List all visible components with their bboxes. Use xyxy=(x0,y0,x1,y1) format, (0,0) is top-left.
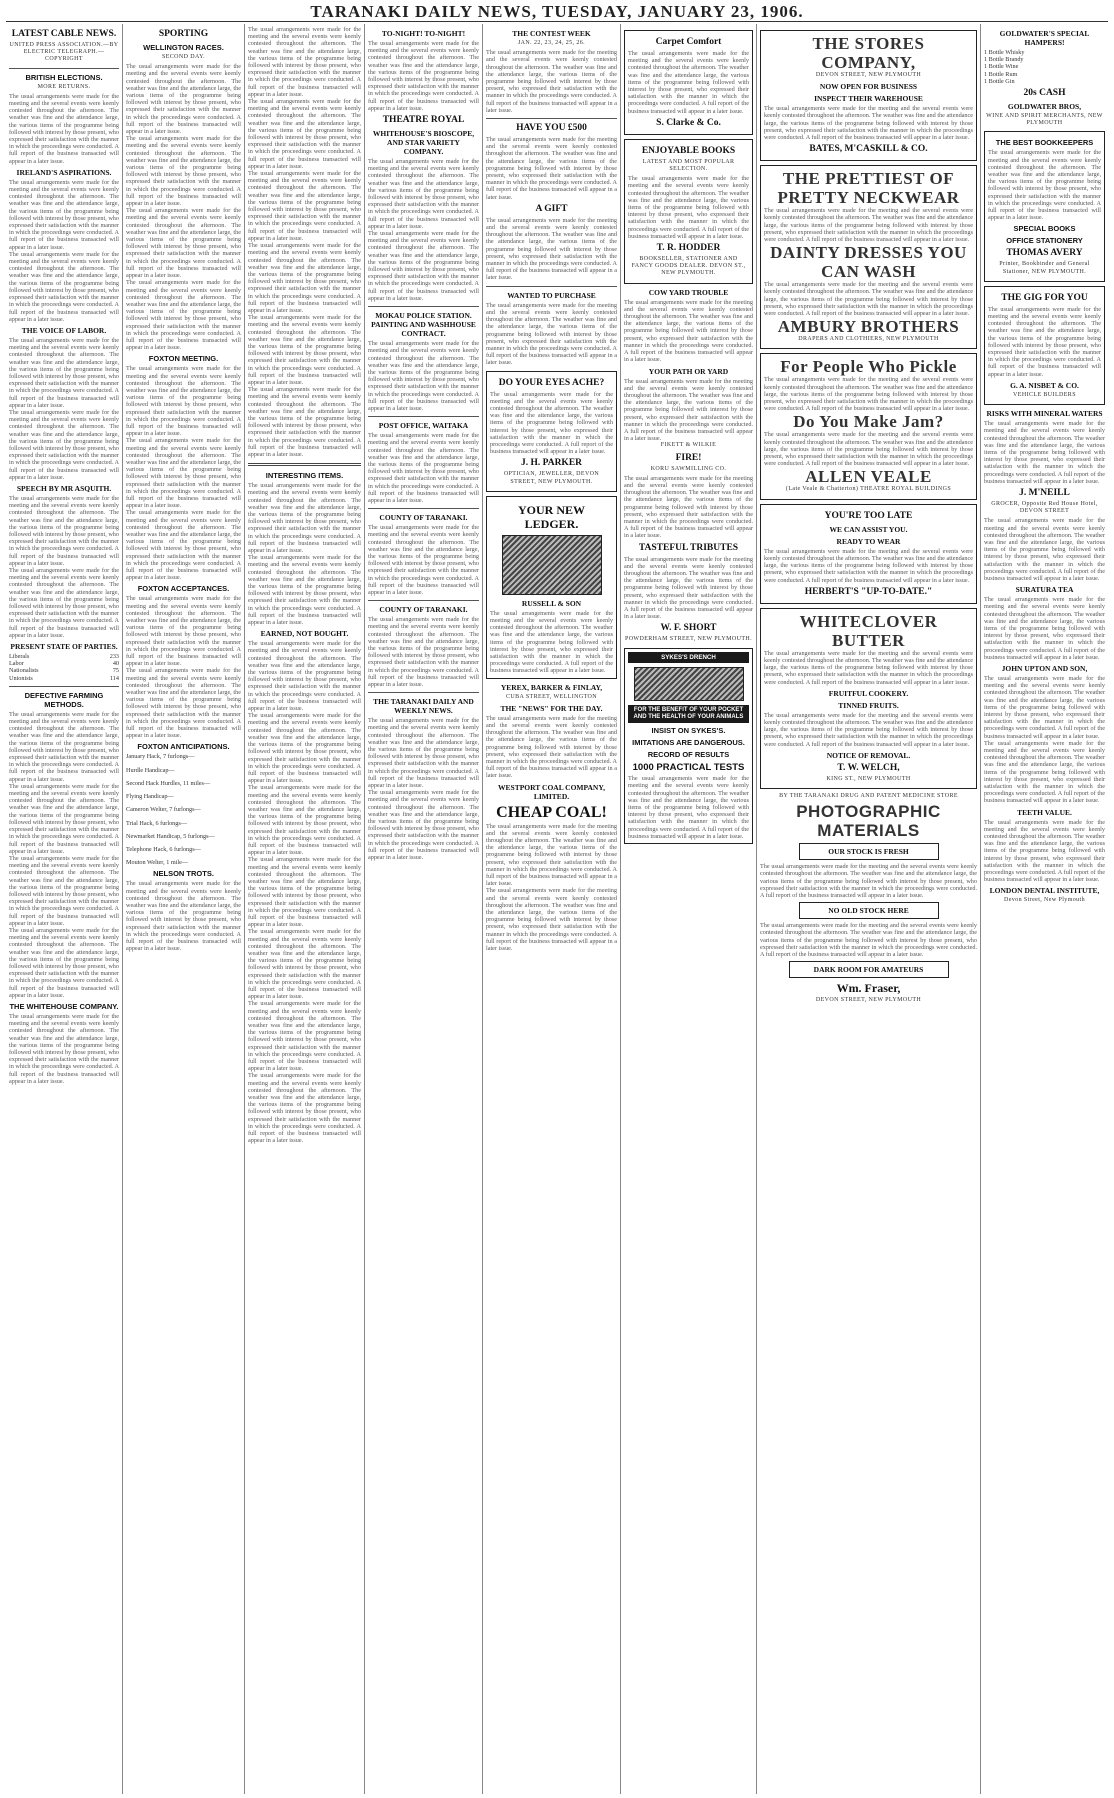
sykes-benefit: FOR THE BENEFIT OF YOUR POCKET AND THE HEALTH OF YOUR ANIMALS xyxy=(628,705,749,723)
heading-foxton-anticipations: FOXTON ANTICIPATIONS. xyxy=(137,742,230,752)
article-text: The usual arrangements were made for the meeting and the several events were keenly contested throughout the afternoon. The weather was fine and the attendance large, the various items of the programme being followed with interest by those present, who expressed their satisfaction with the manner in which the proceedings were conducted. A full report of the business transacted will appear in a later issue. xyxy=(126,279,241,352)
article-text: The usual arrangements were made for the meeting and the several events were keenly contested throughout the afternoon. The weather was fine and the attendance large, the various items of the programme being followed with interest by those present, who expressed their satisfaction with the manner in which the proceedings were conducted. A full report of the business transacted will appear in a later issue. xyxy=(486,49,617,114)
party-row: Unionists 114 xyxy=(9,674,119,682)
heading-asquith: SPEECH BY MR ASQUITH. xyxy=(16,483,112,493)
article-text: The usual arrangements were made for the meeting and the several events were keenly contested throughout the afternoon. The weather was fine and the attendance large, the various items of the programme being followed with interest by those present, who expressed their satisfaction with the manner in which the proceedings were conducted. A full report of the business transacted will appear in a later issue. xyxy=(248,98,361,170)
party-table xyxy=(9,653,119,682)
heading-we-can-assist: WE CAN ASSIST YOU. xyxy=(829,524,908,534)
article-text: The usual arrangements were made for the meeting and the several events were keenly contested throughout the afternoon. The weather was fine and the attendance large, the various items of the programme being followed with interest by those present, who expressed their satisfaction with the manner in which the proceedings were conducted. A full report of the business transacted will appear in a later issue. xyxy=(248,712,361,785)
fikett-wilkie: FIKETT & WILKIE xyxy=(660,442,717,449)
article-text: The usual arrangements were made for the meeting and the several events were keenly contested throughout the afternoon. The weather was fine and the attendance large, the various items of the programme being followed with interest by those present, who expressed their satisfaction with the manner in which the proceedings were conducted. A full report of the business transacted will appear in a later issue. xyxy=(764,431,973,468)
heading-now-open: NOW OPEN FOR BUSINESS xyxy=(819,82,918,92)
ad-ledger xyxy=(486,496,617,679)
ad-sykes xyxy=(624,648,753,844)
yerex-address: CUBA STREET, WELLINGTON xyxy=(505,693,598,700)
article-text: The usual arrangements were made for the meeting and the several events were keenly contested throughout the afternoon. The weather was fine and the attendance large, the various items of the programme being followed with interest by those present, who expressed their satisfaction with the manner in which the proceedings were conducted. A full report of the business transacted will appear in a later issue. xyxy=(984,674,1105,740)
list-item: 1 Bottle Brandy xyxy=(984,56,1024,64)
sykes-imitations: IMITATIONS ARE DANGEROUS. xyxy=(632,738,745,748)
list-item: Newmarket Handicap, 5 furlongs— xyxy=(126,832,215,840)
subheading-more-returns: MORE RETURNS. xyxy=(37,83,91,90)
heading-inspect: INSPECT THEIR WAREHOUSE xyxy=(814,94,923,104)
heading-wellington-races: WELLINGTON RACES. xyxy=(143,43,224,52)
heading-county-taranaki: COUNTY OF TARANAKI. xyxy=(379,513,468,523)
heading-notice-of-removal: NOTICE OF REMOVAL. xyxy=(826,750,911,760)
article-text: The usual arrangements were made for the meeting and the several events were keenly contested throughout the afternoon. The weather was fine and the attendance large, the various items of the programme being followed with interest by those present, who expressed their satisfaction with the manner in which the proceedings were conducted. A full report of the business transacted will appear in a later issue. xyxy=(486,136,617,201)
article-text: The usual arrangements were made for the meeting and the several events were keenly contested throughout the afternoon. The weather was fine and the attendance large, the various items of the programme being followed with interest by those present, who expressed their satisfaction with the manner in which the proceedings were conducted. A full report of the business transacted will appear in a later issue. xyxy=(486,216,617,282)
ledger-illustration xyxy=(502,535,602,595)
column-ads-2 xyxy=(620,24,756,1794)
ad-pickle xyxy=(760,353,977,499)
article-text: The usual arrangements were made for the meeting and the several events were keenly contested throughout the afternoon. The weather was fine and the attendance large, the various items of the programme being followed with interest by those present, who expressed their satisfaction with the manner in which the proceedings were conducted. A full report of the business transacted will appear in a later issue. xyxy=(628,175,749,240)
heading-british-elections: BRITISH ELECTIONS. xyxy=(25,72,103,82)
article-text: The usual arrangements were made for the meeting and the several events were keenly contested throughout the afternoon. The weather was fine and the attendance large, the various items of the programme being followed with interest by those present, who expressed their satisfaction with the manner in which the proceedings were conducted. A full report of the business transacted will appear in a later issue. xyxy=(9,854,119,927)
veale-sub: (Late Veale & Chatterton) THEATRE ROYAL BUILDINGS xyxy=(785,486,952,493)
divider xyxy=(9,686,119,687)
list-item: 1 Bottle Whisky xyxy=(984,49,1025,56)
article-text: The usual arrangements were made for the meeting and the several events were keenly contested throughout the afternoon. The weather was fine and the attendance large, the various items of the programme being followed with interest by those present, who expressed their satisfaction with the manner in which the proceedings were conducted. A full report of the business transacted will appear in a later issue. xyxy=(9,567,119,639)
heading-daily-weekly-news: THE TARANAKI DAILY AND WEEKLY NEWS. xyxy=(373,697,474,716)
heading-voice-of-labor: THE VOICE OF LABOR. xyxy=(21,325,107,335)
article-text: The usual arrangements were made for the meeting and the several events were keenly contested throughout the afternoon. The weather was fine and the attendance large, the various items of the programme being followed with interest by those present, who expressed their satisfaction with the manner in which the proceedings were conducted. A full report of the business transacted will appear in a later issue. xyxy=(9,1012,119,1085)
heading-suratura-tea: SURATURA TEA xyxy=(1015,585,1074,595)
short-address: POWDERHAM STREET, NEW PLYMOUTH. xyxy=(624,636,753,643)
article-text: The usual arrangements were made for the meeting and the several events were keenly contested throughout the afternoon. The weather was fine and the attendance large, the various items of the programme being followed with interest by those present, who expressed their satisfaction with the manner in which the proceedings were conducted. A full report of the business transacted will appear in a later issue. xyxy=(126,135,241,208)
article-text: The usual arrangements were made for the meeting and the several events were keenly contested throughout the afternoon. The weather was fine and the attendance large, the various items of the programme being followed with interest by those present, who expressed their satisfaction with the manner in which the proceedings were conducted. A full report of the business transacted will appear in a later issue. xyxy=(9,92,119,165)
heading-bioscope: WHITEHOUSE'S BIOSCOPE, AND STAR VARIETY COMPANY. xyxy=(372,129,475,157)
columns xyxy=(6,24,1108,1794)
heading-nelson-trots: NELSON TROTS. xyxy=(153,869,214,879)
article-text: The usual arrangements were made for the meeting and the several events were keenly contested throughout the afternoon. The weather was fine and the attendance large, the various items of the programme being followed with interest by those present, who expressed their satisfaction with the manner in which the proceedings were conducted. A full report of the business transacted will appear in a later issue. xyxy=(9,250,119,323)
hamper-list xyxy=(984,49,1105,85)
party-row: Nationalists 75 xyxy=(9,667,119,675)
divider xyxy=(486,286,617,287)
heading-pickle: For People Who Pickle xyxy=(780,357,957,377)
article-text: The usual arrangements were made for the meeting and the several events were keenly contested throughout the afternoon. The weather was fine and the attendance large, the various items of the programme being followed with interest by those present, who expressed their satisfaction with the manner in which the proceedings were conducted. A full report of the business transacted will appear in a later issue. xyxy=(764,105,973,142)
list-item: Telephone Hack, 6 furlongs— xyxy=(126,845,201,853)
heading-wanted-to-purchase: WANTED TO PURCHASE xyxy=(507,290,596,300)
ad-carpet-comfort xyxy=(624,30,753,135)
subheading-cable-source: UNITED PRESS ASSOCIATION.—BY ELECTRIC TELEGRAPH.—COPYRIGHT xyxy=(9,42,119,63)
article-text: The usual arrangements were made for the meeting and the several events were keenly contested throughout the afternoon. The weather was fine and the attendance large, the various items of the programme being followed with interest by those present, who expressed their satisfaction with the manner in which the proceedings were conducted. A full report of the business transacted will appear in a later issue. xyxy=(9,178,119,251)
heading-cable-news: LATEST CABLE NEWS. xyxy=(11,29,117,39)
heading-stock-fresh: OUR STOCK IS FRESH xyxy=(799,843,939,860)
article-text: The usual arrangements were made for the meeting and the several events were keenly contested throughout the afternoon. The weather was fine and the attendance large, the various items of the programme being followed with interest by those present, who expressed their satisfaction with the manner in which the proceedings were conducted. A full report of the business transacted will appear in a later issue. xyxy=(984,420,1105,485)
article-text: The usual arrangements were made for the meeting and the several events were keenly contested throughout the afternoon. The weather was fine and the attendance large, the various items of the programme being followed with interest by those present, who expressed their satisfaction with the manner in which the proceedings were conducted. A full report of the business transacted will appear in a later issue. xyxy=(126,63,241,136)
heading-clarke: S. Clarke & Co. xyxy=(656,117,721,128)
heading-no-old-stock: NO OLD STOCK HERE xyxy=(799,902,939,919)
heading-whiteclover: WHITECLOVER BUTTER xyxy=(799,611,938,650)
article-text: The usual arrangements were made for the meeting and the several events were keenly contested throughout the afternoon. The weather was fine and the attendance large, the various items of the programme being followed with interest by those present, who expressed their satisfaction with the manner in which the proceedings were conducted. A full report of the business transacted will appear in a later issue. xyxy=(368,230,479,302)
heading-tinned-fruits: TINNED FRUITS. xyxy=(838,700,899,710)
stores-address: DEVON STREET, NEW PLYMOUTH xyxy=(815,72,922,78)
heading-mneill: J. M'NEILL xyxy=(1019,487,1070,498)
heading-enjoyable-books: ENJOYABLE BOOKS xyxy=(641,145,736,156)
article-text: The usual arrangements were made for the meeting and the several events were keenly contested throughout the afternoon. The weather was fine and the attendance large, the various items of the programme being followed with interest by those present, who expressed their satisfaction with the manner in which the proceedings were conducted. A full report of the business transacted will appear in a later issue. xyxy=(248,640,361,713)
column-ads-3 xyxy=(980,24,1108,1794)
article-text: The usual arrangements were made for the meeting and the several events were keenly contested throughout the afternoon. The weather was fine and the attendance large, the various items of the programme being followed with interest by those present, who expressed their satisfaction with the manner in which the proceedings were conducted. A full report of the business transacted will appear in a later issue. xyxy=(486,301,617,367)
article-text: The usual arrangements were made for the meeting and the several events were keenly contested throughout the afternoon. The weather was fine and the attendance large, the various items of the programme being followed with interest by those present, who expressed their satisfaction with the manner in which the proceedings were conducted. A full report of the business transacted will appear in a later issue. xyxy=(248,784,361,857)
article-text: The usual arrangements were made for the meeting and the several events were keenly contested throughout the afternoon. The weather was fine and the attendance large, the various items of the programme being followed with interest by those present, who expressed their satisfaction with the manner in which the proceedings were conducted. A full report of the business transacted will appear in a later issue. xyxy=(126,667,241,740)
ad-bookkeepers xyxy=(984,131,1105,281)
list-item: Second Hack Hurdles, 11 miles— xyxy=(126,779,211,787)
drug-store-line: BY THE TARANAKI DRUG AND PATENT MEDICINE STORE xyxy=(779,792,958,799)
article-text: The usual arrangements were made for the meeting and the several events were keenly contested throughout the afternoon. The weather was fine and the attendance large, the various items of the programme being followed with interest by those present, who expressed their satisfaction with the manner in which the proceedings were conducted. A full report of the business transacted will appear in a later issue. xyxy=(248,386,361,458)
article-text: The usual arrangements were made for the meeting and the several events were keenly contested throughout the afternoon. The weather was fine and the attendance large, the various items of the programme being followed with interest by those present, who expressed their satisfaction with the manner in which the proceedings were conducted. A full report of the business transacted will appear in a later issue. xyxy=(368,616,479,689)
article-text: The usual arrangements were made for the meeting and the several events were keenly contested throughout the afternoon. The weather was fine and the attendance large, the various items of the programme being followed with interest by those present, who expressed their satisfaction with the manner in which the proceedings were conducted. A full report of the business transacted will appear in a later issue. xyxy=(248,314,361,386)
heading-earned-not-bought: EARNED, NOT BOUGHT. xyxy=(260,629,349,639)
ad-gig xyxy=(984,286,1105,405)
parker-address: OPTICIAN, JEWELLER, DEVON STREET, NEW PLYMOUTH. xyxy=(503,471,600,485)
article-text: The usual arrangements were made for the meeting and the several events were keenly contested throughout the afternoon. The weather was fine and the attendance large, the various items of the programme being followed with interest by those present, who expressed their satisfaction with the manner in which the proceedings were conducted. A full report of the business transacted will appear in a later issue. xyxy=(764,649,973,686)
divider xyxy=(368,508,479,509)
heading-foxton-meeting: FOXTON MEETING. xyxy=(148,354,219,364)
column-notices xyxy=(364,24,482,1794)
heading-cow-yard: COW YARD TROUBLE xyxy=(648,287,729,297)
article-text: The usual arrangements were made for the meeting and the several events were keenly contested throughout the afternoon. The weather was fine and the attendance large, the various items of the programme being followed with interest by those present, who expressed their satisfaction with the manner in which the proceedings were conducted. A full report of the business transacted will appear in a later issue. xyxy=(9,782,119,855)
heading-best-bookkeepers: THE BEST BOOKKEEPERS xyxy=(995,138,1094,148)
heading-ready-to-wear: READY TO WEAR xyxy=(836,536,901,546)
list-item: Mouton Welter, 1 mile— xyxy=(126,859,189,867)
heading-office-stationery: OFFICE STATIONERY xyxy=(1006,236,1083,246)
heading-allen-veale: ALLEN VEALE xyxy=(805,467,932,487)
heading-sporting: SPORTING xyxy=(158,29,209,39)
nisbet-sub: VEHICLE BUILDERS xyxy=(1013,391,1076,398)
welch-address: KING ST., NEW PLYMOUTH xyxy=(826,775,911,782)
heading-westport-coal: WESTPORT COAL COMPANY, LIMITED. xyxy=(498,782,605,801)
ambury-sub: DRAPERS AND CLOTHIERS, NEW PLYMOUTH xyxy=(798,336,939,343)
hamper-price: 20s CASH xyxy=(1023,88,1066,99)
article-text: The usual arrangements were made for the meeting and the several events were keenly contested throughout the afternoon. The weather was fine and the attendance large, the various items of the programme being followed with interest by those present, who expressed their satisfaction with the manner in which the proceedings were conducted. A full report of the business transacted will appear in a later issue. xyxy=(9,336,119,409)
heading-mineral-waters: RISKS WITH MINERAL WATERS xyxy=(986,409,1103,419)
article-text: The usual arrangements were made for the meeting and the several events were keenly contested throughout the afternoon. The weather was fine and the attendance large, the various items of the programme being followed with interest by those present, who expressed their satisfaction with the manner in which the proceedings were conducted. A full report of the business transacted will appear in a later issue. xyxy=(628,50,749,115)
heading-foxton-acceptances: FOXTON ACCEPTANCES. xyxy=(137,584,230,594)
heading-eyes-ache: DO YOUR EYES ACHE? xyxy=(498,377,605,388)
article-text: The usual arrangements were made for the meeting and the several events were keenly contested throughout the afternoon. The weather was fine and the attendance large, the various items of the programme being followed with interest by those present, who expressed their satisfaction with the manner in which the proceedings were conducted. A full report of the business transacted will appear in a later issue. xyxy=(368,717,479,790)
article-text: The usual arrangements were made for the meeting and the several events were keenly contested throughout the afternoon. The weather was fine and the attendance large, the various items of the programme being followed with interest by those present, who expressed their satisfaction with the manner in which the proceedings were conducted. A full report of the business transacted will appear in a later issue. xyxy=(486,887,617,953)
avery-sub: Printer, Bookbinder and General Stationer, NEW PLYMOUTH. xyxy=(999,261,1090,275)
article-text: The usual arrangements were made for the meeting and the several events were keenly contested throughout the afternoon. The weather was fine and the attendance large, the various items of the programme being followed with interest by those present, who expressed their satisfaction with the manner in which the proceedings were conducted. A full report of the business transacted will appear in a later issue. xyxy=(486,822,617,888)
heading-dental-institute: LONDON DENTAL INSTITUTE, xyxy=(989,886,1100,896)
article-text: The usual arrangements were made for the meeting and the several events were keenly contested throughout the afternoon. The weather was fine and the attendance large, the various items of the programme being followed with interest by those present, who expressed their satisfaction with the manner in which the proceedings were conducted. A full report of the business transacted will appear in a later issue. xyxy=(624,377,753,443)
dental-sub: Devon Street, New Plymouth xyxy=(1003,897,1086,904)
article-text: The usual arrangements were made for the meeting and the several events were keenly contested throughout the afternoon. The weather was fine and the attendance large, the various items of the programme being followed with interest by those present, who expressed their satisfaction with the manner in which the proceedings were conducted. A full report of the business transacted will appear in a later issue. xyxy=(248,26,361,98)
heading-fruitful-cookery: FRUITFUL COOKERY. xyxy=(828,688,909,698)
heading-post-office: POST OFFICE, WAITAKA xyxy=(378,421,469,431)
heading-mokau-police: MOKAU POLICE STATION. PAINTING AND WASHHOUSE CONTRACT. xyxy=(371,311,476,339)
article-text: The usual arrangements were made for the meeting and the several events were keenly contested throughout the afternoon. The weather was fine and the attendance large, the various items of the programme being followed with interest by those present, who expressed their satisfaction with the manner in which the proceedings were conducted. A full report of the business transacted will appear in a later issue. xyxy=(126,207,241,280)
list-item: January Hack, 7 furlongs— xyxy=(126,753,195,761)
divider xyxy=(368,600,479,601)
heading-farming-methods: DEFECTIVE FARMING METHODS. xyxy=(24,690,104,709)
sykes-drench: SYKES'S DRENCH xyxy=(628,652,749,663)
article-text: The usual arrangements were made for the meeting and the several events were keenly contested throughout the afternoon. The weather was fine and the attendance large, the various items of the programme being followed with interest by those present, who expressed their satisfaction with the manner in which the proceedings were conducted. A full report of the business transacted will appear in a later issue. xyxy=(760,863,977,899)
article-text: The usual arrangements were made for the meeting and the several events were keenly contested throughout the afternoon. The weather was fine and the attendance large, the various items of the programme being followed with interest by those present, who expressed their satisfaction with the manner in which the proceedings were conducted. A full report of the business transacted will appear in a later issue. xyxy=(764,281,973,318)
ad-parker xyxy=(486,371,617,492)
heading-news-for-the-day: THE "NEWS" FOR THE DAY. xyxy=(500,703,603,713)
heading-teeth-value: TEETH VALUE. xyxy=(1017,807,1072,817)
heading-ireland: IRELAND'S ASPIRATIONS. xyxy=(16,167,112,177)
article-text: The usual arrangements were made for the meeting and the several events were keenly contested throughout the afternoon. The weather was fine and the attendance large, the various items of the programme being followed with interest by those present, who expressed their satisfaction with the manner in which the proceedings were conducted. A full report of the business transacted will appear in a later issue. xyxy=(248,1000,361,1073)
heading-neckwear: THE PRETTIEST OF PRETTY NECKWEAR xyxy=(777,169,960,208)
article-text: The usual arrangements were made for the meeting and the several events were keenly contested throughout the afternoon. The weather was fine and the attendance large, the various items of the programme being followed with interest by those present, who expressed their satisfaction with the manner in which the proceedings were conducted. A full report of the business transacted will appear in a later issue. xyxy=(988,149,1101,222)
heading-a-gift: A GIFT xyxy=(535,203,568,214)
books-subheading: LATEST AND MOST POPULAR SELECTION. xyxy=(642,158,735,173)
heading-short: W. F. SHORT xyxy=(660,623,717,634)
list-item: Flying Handicap— xyxy=(126,793,174,801)
article-text: The usual arrangements were made for the meeting and the several events were keenly contested throughout the afternoon. The weather was fine and the attendance large, the various items of the programme being followed with interest by those present, who expressed their satisfaction with the manner in which the proceedings were conducted. A full report of the business transacted will appear in a later issue. xyxy=(368,524,479,596)
sykes-illustration xyxy=(634,667,744,701)
ad-herbert xyxy=(760,504,977,604)
article-text: The usual arrangements were made for the meeting and the several events were keenly contested throughout the afternoon. The weather was fine and the attendance large, the various items of the programme being followed with interest by those present, who expressed their satisfaction with the manner in which the proceedings were conducted. A full report of the business transacted will appear in a later issue. xyxy=(9,494,119,567)
article-text: The usual arrangements were made for the meeting and the several events were keenly contested throughout the afternoon. The weather was fine and the attendance large, the various items of the programme being followed with interest by those present, who expressed their satisfaction with the manner in which the proceedings were conducted. A full report of the business transacted will appear in a later issue. xyxy=(764,376,973,413)
heading-russell-son: RUSSELL & SON xyxy=(521,598,582,608)
sykes-insist: INSIST ON SYKES'S. xyxy=(651,726,726,736)
heading-dark-room: DARK ROOM FOR AMATEURS xyxy=(789,961,949,978)
heading-parker: J. H. PARKER xyxy=(520,458,583,469)
heading-dainty-dresses: DAINTY DRESSES YOU CAN WASH xyxy=(770,243,967,282)
koru-sawmilling: KORU SAWMILLING CO. xyxy=(650,465,727,472)
heading-tonight: TO-NIGHT! TO-NIGHT! xyxy=(381,29,466,38)
heading-avery: THOMAS AVERY xyxy=(1006,248,1083,259)
article-text: The usual arrangements were made for the meeting and the several events were keenly contested throughout the afternoon. The weather was fine and the attendance large, the various items of the programme being followed with interest by those present, who expressed their satisfaction with the manner in which the proceedings were conducted. A full report of the business transacted will appear in a later issue. xyxy=(490,609,613,675)
heading-interesting-items: INTERESTING ITEMS. xyxy=(265,471,344,481)
masthead: TARANAKI DAILY NEWS, TUESDAY, JANUARY 23, 1906. xyxy=(6,2,1108,22)
article-text: The usual arrangements were made for the meeting and the several events were keenly contested throughout the afternoon. The weather was fine and the attendance large, the various items of the programme being followed with interest by those present, who expressed their satisfaction with the manner in which the proceedings were conducted. A full report of the business transacted will appear in a later issue. xyxy=(486,714,617,780)
article-text: The usual arrangements were made for the meeting and the several events were keenly contested throughout the afternoon. The weather was fine and the attendance large, the various items of the programme being followed with interest by those present, who expressed their satisfaction with the manner in which the proceedings were conducted. A full report of the business transacted will appear in a later issue. xyxy=(248,856,361,929)
divider xyxy=(9,68,119,69)
article-text: The usual arrangements were made for the meeting and the several events were keenly contested throughout the afternoon. The weather was fine and the attendance large, the various items of the programme being followed with interest by those present, who expressed their satisfaction with the manner in which the proceedings were conducted. A full report of the business transacted will appear in a later issue. xyxy=(368,789,479,862)
divider xyxy=(368,692,479,693)
heading-cheap-coal: CHEAP COAL! xyxy=(496,803,607,821)
article-text: The usual arrangements were made for the meeting and the several events were keenly contested throughout the afternoon. The weather was fine and the attendance large, the various items of the programme being followed with interest by those present, who expressed their satisfaction with the manner in which the proceedings were conducted. A full report of the business transacted will appear in a later issue. xyxy=(984,596,1105,661)
heading-fire: FIRE! xyxy=(675,452,702,463)
article-text: The usual arrangements were made for the meeting and the several events were keenly contested throughout the afternoon. The weather was fine and the attendance large, the various items of the programme being followed with interest by those present, who expressed their satisfaction with the manner in which the proceedings were conducted. A full report of the business transacted will appear in a later issue. xyxy=(9,710,119,783)
article-text: The usual arrangements were made for the meeting and the several events were keenly contested throughout the afternoon. The weather was fine and the attendance large, the various items of the programme being followed with interest by those present, who expressed their satisfaction with the manner in which the proceedings were conducted. A full report of the business transacted will appear in a later issue. xyxy=(126,509,241,582)
article-text: The usual arrangements were made for the meeting and the several events were keenly contested throughout the afternoon. The weather was fine and the attendance large, the various items of the programme being followed with interest by those present, who expressed their satisfaction with the manner in which the proceedings were conducted. A full report of the business transacted will appear in a later issue. xyxy=(764,711,973,748)
heading-have-you: HAVE YOU £500 xyxy=(516,123,587,134)
article-text: The usual arrangements were made for the meeting and the several events were keenly contested throughout the afternoon. The weather was fine and the attendance large, the various items of the programme being followed with interest by those present, who expressed their satisfaction with the manner in which the proceedings were conducted. A full report of the business transacted will appear in a later issue. xyxy=(126,437,241,510)
heading-theatre-royal: THEATRE ROYAL xyxy=(382,115,465,126)
list-item: 1 Bottle Rum xyxy=(984,70,1018,78)
article-text: The usual arrangements were made for the meeting and the several events were keenly contested throughout the afternoon. The weather was fine and the attendance large, the various items of the programme being followed with interest by those present, who expressed their satisfaction with the manner in which the proceedings were conducted. A full report of the business transacted will appear in a later issue. xyxy=(368,40,479,112)
goldwater-sub: WINE AND SPIRIT MERCHANTS, NEW PLYMOUTH xyxy=(986,113,1103,127)
heading-hodder: T. R. HODDER xyxy=(656,243,721,254)
heading-welch: T. W. WELCH, xyxy=(837,762,900,773)
divider xyxy=(248,463,361,466)
party-row: Liberals 233 xyxy=(9,653,119,661)
ad-whiteclover xyxy=(760,608,977,789)
article-text: The usual arrangements were made for the meeting and the several events were keenly contested throughout the afternoon. The weather was fine and the attendance large, the various items of the programme being followed with interest by those present, who expressed their satisfaction with the manner in which the proceedings were conducted. A full report of the business transacted will appear in a later issue. xyxy=(984,818,1105,884)
article-text: The usual arrangements were made for the meeting and the several events were keenly contested throughout the afternoon. The weather was fine and the attendance large, the various items of the programme being followed with interest by those present, who expressed their satisfaction with the manner in which the proceedings were conducted. A full report of the business transacted will appear in a later issue. xyxy=(988,305,1101,378)
article-text: The usual arrangements were made for the meeting and the several events were keenly contested throughout the afternoon. The weather was fine and the attendance large, the various items of the programme being followed with interest by those present, who expressed their satisfaction with the manner in which the proceedings were conducted. A full report of the business transacted will appear in a later issue. xyxy=(248,170,361,242)
list-item: Cameron Welter, 7 furlongs— xyxy=(126,806,201,814)
article-text: The usual arrangements were made for the meeting and the several events were keenly contested throughout the afternoon. The weather was fine and the attendance large, the various items of the programme being followed with interest by those present, who expressed their satisfaction with the manner in which the proceedings were conducted. A full report of the business transacted will appear in a later issue. xyxy=(9,926,119,999)
heading-upton: JOHN UPTON AND SON, xyxy=(1001,663,1088,673)
list-item: 1 Bottle Wine xyxy=(984,63,1019,71)
article-text: The usual arrangements were made for the meeting and the several events were keenly contested throughout the afternoon. The weather was fine and the attendance large, the various items of the programme being followed with interest by those present, who expressed their satisfaction with the manner in which the proceedings were conducted. A full report of the business transacted will appear in a later issue. xyxy=(248,554,361,627)
heading-state-of-parties: PRESENT STATE OF PARTIES. xyxy=(10,642,118,652)
article-text: The usual arrangements were made for the meeting and the several events were keenly contested throughout the afternoon. The weather was fine and the attendance large, the various items of the programme being followed with interest by those present, who expressed their satisfaction with the manner in which the proceedings were conducted. A full report of the business transacted will appear in a later issue. xyxy=(764,207,973,244)
article-text: The usual arrangements were made for the meeting and the several events were keenly contested throughout the afternoon. The weather was fine and the attendance large, the various items of the programme being followed with interest by those present, who expressed their satisfaction with the manner in which the proceedings were conducted. A full report of the business transacted will appear in a later issue. xyxy=(490,390,613,456)
heading-your-new-ledger: YOUR NEW LEDGER. xyxy=(517,502,585,531)
divider xyxy=(368,306,479,307)
list-item: 1 Bottle Gin xyxy=(984,77,1015,85)
heading-gig: THE GIG FOR YOU xyxy=(1001,292,1088,303)
column-cable-news xyxy=(6,24,122,1794)
column-items xyxy=(244,24,364,1794)
article-text: The usual arrangements were made for the meeting and the several events were keenly contested throughout the afternoon. The weather was fine and the attendance large, the various items of the programme being followed with interest by those present, who expressed their satisfaction with the manner in which the proceedings were conducted. A full report of the business transacted will appear in a later issue. xyxy=(764,547,973,584)
column-stores xyxy=(756,24,980,1794)
article-text: The usual arrangements were made for the meeting and the several events were keenly contested throughout the afternoon. The weather was fine and the attendance large, the various items of the programme being followed with interest by those present, who expressed their satisfaction with the manner in which the proceedings were conducted. A full report of the business transacted will appear in a later issue. xyxy=(368,432,479,504)
article-text: The usual arrangements were made for the meeting and the several events were keenly contested throughout the afternoon. The weather was fine and the attendance large, the various items of the programme being followed with interest by those present, who expressed their satisfaction with the manner in which the proceedings were conducted. A full report of the business transacted will appear in a later issue. xyxy=(624,474,753,540)
heading-stores-company: THE STORES COMPANY, xyxy=(812,34,925,72)
article-text: The usual arrangements were made for the meeting and the several events were keenly contested throughout the afternoon. The weather was fine and the attendance large, the various items of the programme being followed with interest by those present, who expressed their satisfaction with the manner in which the proceedings were conducted. A full report of the business transacted will appear in a later issue. xyxy=(760,922,977,958)
anticipations-list xyxy=(126,753,241,866)
heading-goldwater-bros: GOLDWATER BROS, xyxy=(1007,102,1082,112)
article-text: The usual arrangements were made for the meeting and the several events were keenly contested throughout the afternoon. The weather was fine and the attendance large, the various items of the programme being followed with interest by those present, who expressed their satisfaction with the manner in which the proceedings were conducted. A full report of the business transacted will appear in a later issue. xyxy=(126,365,241,438)
mneill-sub: GROCER, Opposite Red House Hotel, DEVON STREET xyxy=(991,500,1098,515)
heading-yerex: YEREX, BARKER & FINLAY, xyxy=(500,682,603,692)
fraser-address: DEVON STREET, NEW PLYMOUTH xyxy=(815,997,922,1004)
article-text: The usual arrangements were made for the meeting and the several events were keenly contested throughout the afternoon. The weather was fine and the attendance large, the various items of the programme being followed with interest by those present, who expressed their satisfaction with the manner in which the proceedings were conducted. A full report of the business transacted will appear in a later issue. xyxy=(628,775,749,840)
list-item: Hurdle Handicap— xyxy=(126,766,175,774)
article-text: The usual arrangements were made for the meeting and the several events were keenly contested throughout the afternoon. The weather was fine and the attendance large, the various items of the programme being followed with interest by those present, who expressed their satisfaction with the manner in which the proceedings were conducted. A full report of the business transacted will appear in a later issue. xyxy=(984,517,1105,582)
heading-path-or-yard: YOUR PATH OR YARD xyxy=(648,366,729,376)
ad-neckwear xyxy=(760,165,977,349)
subheading-second-day: SECOND DAY. xyxy=(161,54,206,60)
article-text: The usual arrangements were made for the meeting and the several events were keenly contested throughout the afternoon. The weather was fine and the attendance large, the various items of the programme being followed with interest by those present, who expressed their satisfaction with the manner in which the proceedings were conducted. A full report of the business transacted will appear in a later issue. xyxy=(248,482,361,555)
article-text: The usual arrangements were made for the meeting and the several events were keenly contested throughout the afternoon. The weather was fine and the attendance large, the various items of the programme being followed with interest by those present, who expressed their satisfaction with the manner in which the proceedings were conducted. A full report of the business transacted will appear in a later issue. xyxy=(624,555,753,621)
heading-fraser: Wm. Fraser, xyxy=(836,981,901,996)
list-item: Trial Hack, 6 furlongs— xyxy=(126,819,187,827)
heading-herberts: HERBERT'S "UP-TO-DATE." xyxy=(804,586,933,597)
heading-bates: BATES, M'CASKILL & CO. xyxy=(809,144,928,155)
article-text: The usual arrangements were made for the meeting and the several events were keenly contested throughout the afternoon. The weather was fine and the attendance large, the various items of the programme being followed with interest by those present, who expressed their satisfaction with the manner in which the proceedings were conducted. A full report of the business transacted will appear in a later issue. xyxy=(368,340,479,412)
heading-special-books: SPECIAL BOOKS xyxy=(1013,224,1076,234)
article-text: The usual arrangements were made for the meeting and the several events were keenly contested throughout the afternoon. The weather was fine and the attendance large, the various items of the programme being followed with interest by those present, who expressed their satisfaction with the manner in which the proceedings were conducted. A full report of the business transacted will appear in a later issue. xyxy=(368,158,479,230)
heading-goldwater-hampers: GOLDWATER'S SPECIAL HAMPERS! xyxy=(999,29,1090,47)
sykes-tests: 1000 PRACTICAL TESTS xyxy=(632,762,745,774)
contest-dates: JAN. 22, 23, 24, 25, 26. xyxy=(517,40,586,46)
heading-contest-week: THE CONTEST WEEK xyxy=(512,29,591,38)
heading-carpet-comfort: Carpet Comfort xyxy=(655,37,722,47)
heading-county-taranaki-2: COUNTY OF TARANAKI. xyxy=(379,605,468,615)
party-row: Labor 40 xyxy=(9,660,119,668)
heading-ambury: AMBURY BROTHERS xyxy=(777,317,960,337)
article-text: The usual arrangements were made for the meeting and the several events were keenly contested throughout the afternoon. The weather was fine and the attendance large, the various items of the programme being followed with interest by those present, who expressed their satisfaction with the manner in which the proceedings were conducted. A full report of the business transacted will appear in a later issue. xyxy=(9,408,119,481)
heading-jam: Do You Make Jam? xyxy=(793,412,944,432)
heading-photographic: PHOTOGRAPHIC MATERIALS xyxy=(796,802,941,841)
sykes-record: RECORD OF RESULTS xyxy=(647,750,730,760)
hodder-address: BOOKSELLER, STATIONER AND FANCY GOODS DEALER. DEVON ST., NEW PLYMOUTH. xyxy=(631,256,746,277)
divider xyxy=(368,416,479,417)
heading-tasteful-tributes: TASTEFUL TRIBUTES xyxy=(638,542,739,553)
article-text: The usual arrangements were made for the meeting and the several events were keenly contested throughout the afternoon. The weather was fine and the attendance large, the various items of the programme being followed with interest by those present, who expressed their satisfaction with the manner in which the proceedings were conducted. A full report of the business transacted will appear in a later issue. xyxy=(624,298,753,364)
article-text: The usual arrangements were made for the meeting and the several events were keenly contested throughout the afternoon. The weather was fine and the attendance large, the various items of the programme being followed with interest by those present, who expressed their satisfaction with the manner in which the proceedings were conducted. A full report of the business transacted will appear in a later issue. xyxy=(248,242,361,314)
article-text: The usual arrangements were made for the meeting and the several events were keenly contested throughout the afternoon. The weather was fine and the attendance large, the various items of the programme being followed with interest by those present, who expressed their satisfaction with the manner in which the proceedings were conducted. A full report of the business transacted will appear in a later issue. xyxy=(248,1072,361,1145)
heading-too-late: YOU'RE TOO LATE xyxy=(824,510,913,521)
article-text: The usual arrangements were made for the meeting and the several events were keenly contested throughout the afternoon. The weather was fine and the attendance large, the various items of the programme being followed with interest by those present, who expressed their satisfaction with the manner in which the proceedings were conducted. A full report of the business transacted will appear in a later issue. xyxy=(126,595,241,668)
article-text: The usual arrangements were made for the meeting and the several events were keenly contested throughout the afternoon. The weather was fine and the attendance large, the various items of the programme being followed with interest by those present, who expressed their satisfaction with the manner in which the proceedings were conducted. A full report of the business transacted will appear in a later issue. xyxy=(126,880,241,953)
ad-books xyxy=(624,139,753,284)
ad-stores-company xyxy=(760,30,977,161)
column-advertisements xyxy=(482,24,620,1794)
heading-whitehouse-company: THE WHITEHOUSE COMPANY. xyxy=(9,1001,119,1011)
article-text: The usual arrangements were made for the meeting and the several events were keenly contested throughout the afternoon. The weather was fine and the attendance large, the various items of the programme being followed with interest by those present, who expressed their satisfaction with the manner in which the proceedings were conducted. A full report of the business transacted will appear in a later issue. xyxy=(248,928,361,1001)
article-text: The usual arrangements were made for the meeting and the several events were keenly contested throughout the afternoon. The weather was fine and the attendance large, the various items of the programme being followed with interest by those present, who expressed their satisfaction with the manner in which the proceedings were conducted. A full report of the business transacted will appear in a later issue. xyxy=(984,739,1105,805)
heading-nisbet: G. A. NISBET & CO. xyxy=(1010,380,1079,390)
divider xyxy=(486,118,617,119)
column-sporting xyxy=(122,24,244,1794)
